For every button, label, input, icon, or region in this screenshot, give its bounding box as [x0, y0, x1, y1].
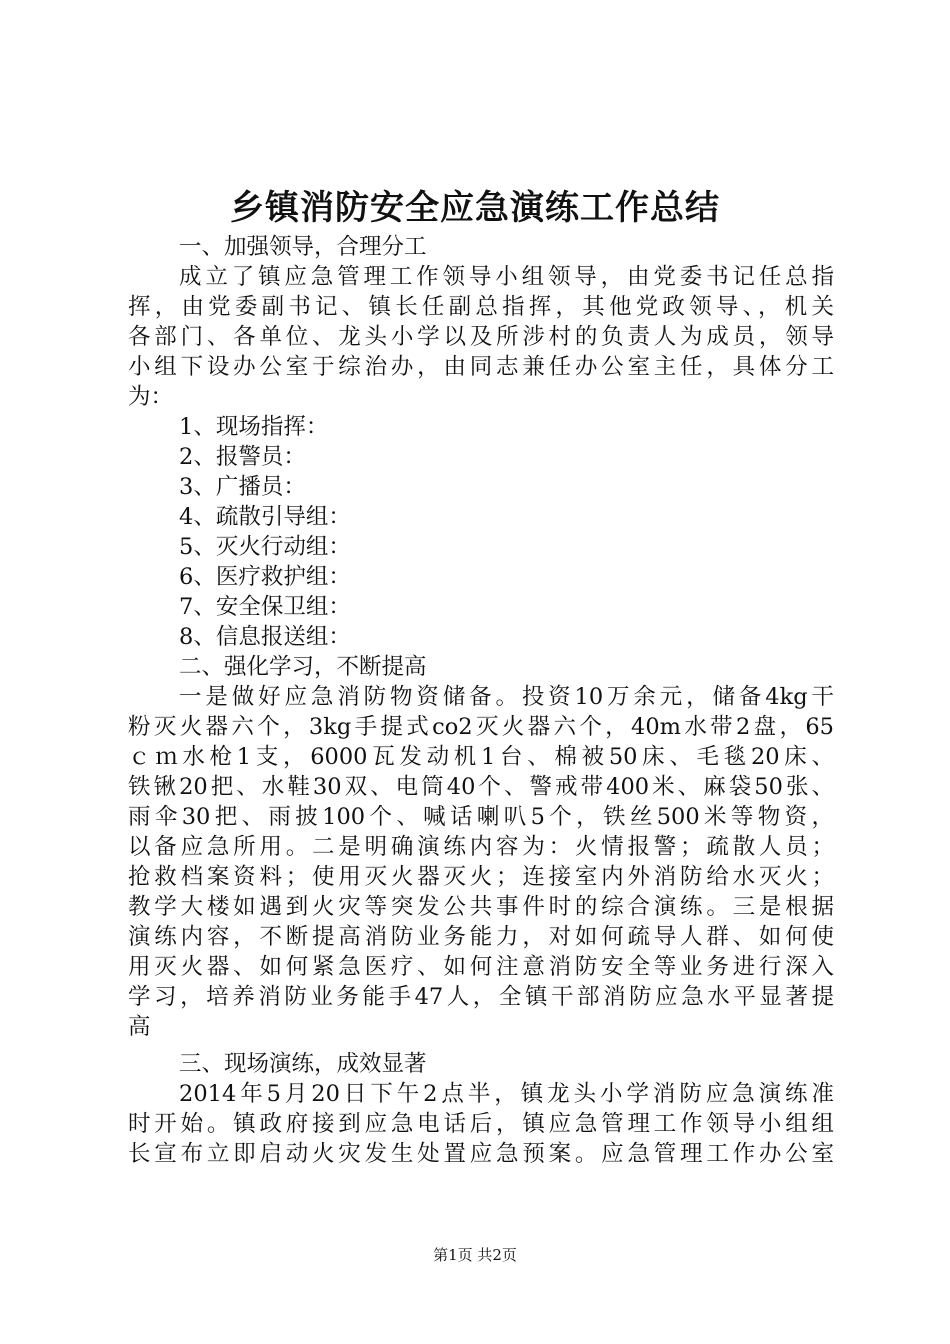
text-line: 为：: [128, 384, 174, 410]
text-line: 1、现场指挥：: [179, 414, 329, 440]
text-line: 以备应急所用。二是明确演练内容为：火情报警；疏散人员；: [128, 834, 834, 860]
text-line: ｃｍ水枪1支，6000瓦发动机1台、棉被50床、毛毯20床、: [128, 744, 834, 770]
text-line: 学习，培养消防业务能手47人，全镇干部消防应急水平显著提: [128, 984, 834, 1010]
text-line: 3、广播员：: [179, 474, 306, 500]
text-line: 三、现场演练，成效显著: [179, 1051, 427, 1077]
text-line: 2、报警员：: [179, 444, 306, 470]
text-line: 5、灭火行动组：: [179, 534, 351, 560]
text-line: 用灭火器、如何紧急医疗、如何注意消防安全等业务进行深入: [128, 954, 834, 980]
text-line: 4、疏散引导组：: [179, 504, 351, 530]
text-line: 一是做好应急消防物资储备。投资10万余元，储备4kg干: [179, 684, 834, 710]
paragraph-gap: [128, 1042, 834, 1049]
text-line: 一、加强领导，合理分工: [179, 234, 427, 260]
text-line: 挥，由党委副书记、镇长任副总指挥，其他党政领导、，机关: [128, 294, 834, 320]
text-line: 7、安全保卫组：: [179, 594, 351, 620]
page-footer: 第1页 共2页: [433, 1246, 517, 1264]
text-line: 粉灭火器六个，3kg手提式co2灭火器六个，40m水带2盘，65: [128, 714, 834, 740]
text-line: 成立了镇应急管理工作领导小组领导，由党委书记任总指: [179, 264, 834, 290]
text-line: 雨伞30把、雨披100个、喊话喇叭5个，铁丝500米等物资，: [128, 804, 834, 830]
document-body: [128, 232, 834, 1169]
text-line: 长宣布立即启动火灾发生处置应急预案。应急管理工作办公室: [128, 1141, 834, 1167]
text-line: 2014年5月20日下午2点半，镇龙头小学消防应急演练准: [179, 1081, 834, 1107]
document-title: 乡镇消防安全应急演练工作总结: [230, 188, 720, 228]
text-line: 8、信息报送组：: [179, 624, 351, 650]
text-line: 时开始。镇政府接到应急电话后，镇应急管理工作领导小组组: [128, 1111, 834, 1137]
text-line: 铁锹20把、水鞋30双、电筒40个、警戒带400米、麻袋50张、: [128, 774, 834, 800]
text-line: 6、医疗救护组：: [179, 564, 351, 590]
text-line: 二、强化学习，不断提高: [179, 654, 427, 680]
text-line: 抢救档案资料；使用灭火器灭火；连接室内外消防给水灭火；: [128, 864, 834, 890]
text-line: 高: [128, 1014, 151, 1040]
text-line: 教学大楼如遇到火灾等突发公共事件时的综合演练。三是根据: [128, 894, 834, 920]
text-line: 演练内容，不断提高消防业务能力，对如何疏导人群、如何使: [128, 924, 834, 950]
text-line: 小组下设办公室于综治办，由同志兼任办公室主任，具体分工: [128, 354, 834, 380]
text-line: 各部门、各单位、龙头小学以及所涉村的负责人为成员，领导: [128, 324, 834, 350]
